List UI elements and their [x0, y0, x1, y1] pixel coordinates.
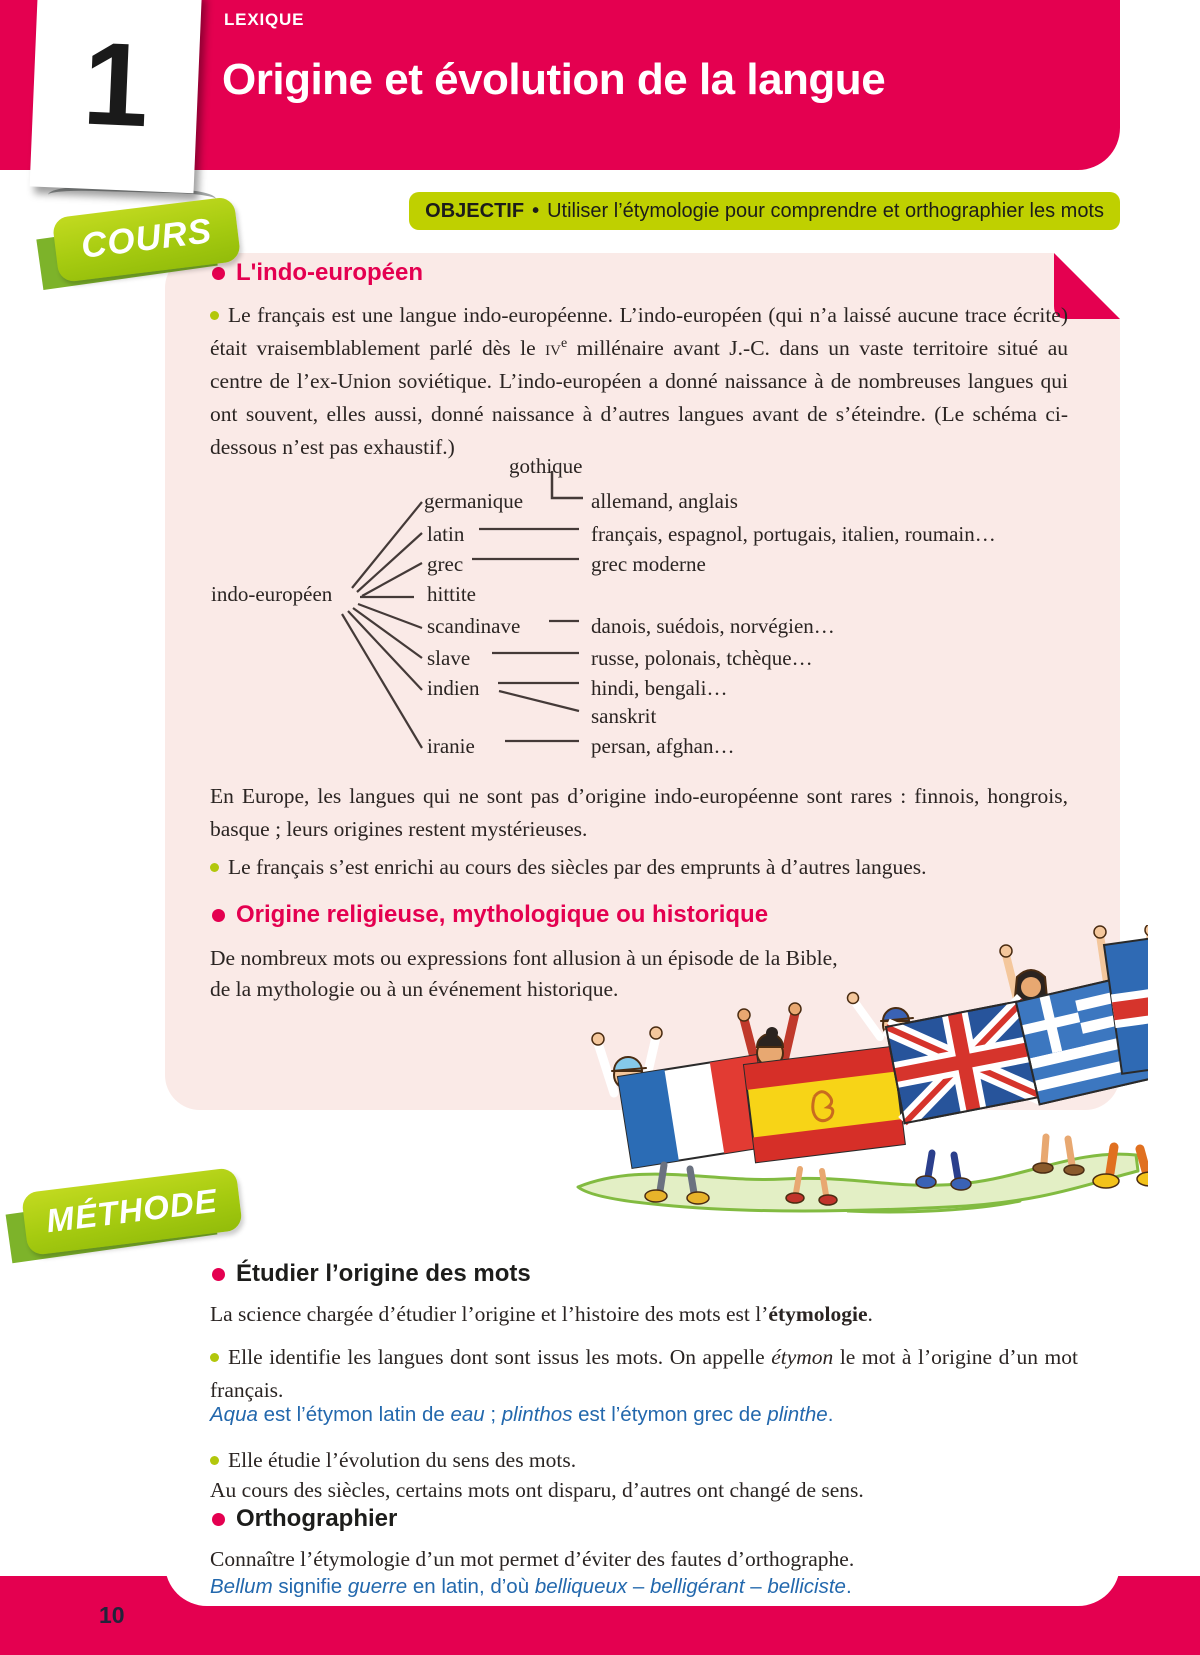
objective-banner [409, 192, 1120, 230]
list-bullet-icon [210, 1353, 219, 1362]
tree-branch-label: iranie [427, 734, 475, 758]
heading-bullet-icon [212, 1268, 225, 1281]
list-bullet-icon [210, 1456, 219, 1465]
tree-label-sanskrit: sanskrit [591, 704, 657, 728]
cours-badge-label: COURS [52, 196, 242, 283]
tree-branch-label: grec [427, 552, 464, 576]
tree-branch-label: hittite [427, 582, 476, 606]
tree-branch-descendants: danois, suédois, norvégien… [591, 614, 835, 638]
tree-branch-descendants: français, espagnol, portugais, italien, roumain… [591, 522, 996, 546]
bullet-paragraph: Elle identifie les langues dont sont issus les mots. On appelle étymon le mot à l’origine d’un mot français. [210, 1345, 1078, 1402]
body-line: Au cours des siècles, certains mots ont disparu, d’autres ont changé de sens. [210, 1478, 864, 1502]
tree-branch-descendants: allemand, anglais [591, 489, 738, 513]
tree-branch-label: scandinave [427, 614, 521, 638]
body-line: De nombreux mots ou expressions font allusion à un épisode de la Bible, [210, 946, 838, 970]
list-bullet-icon [210, 311, 219, 320]
intro-paragraph: Le français est une langue indo-européenne. L’indo-européen (qui n’a laissé aucune trace écrite) était vraisemblablement parlé dès le $iv^e$ millénaire avant J.-C. dans un vaste territoire situé au centre de l’ex-Union soviétique. L’indo-européen a donné naissance à de nombreuses langues qui ont souvent, elles aussi, donné naissance à d’autres langues avant de s’éteindre. (Le schéma ci-dessous n’est pas exhaustif.) [210, 303, 1068, 459]
section-heading-spelling: Orthographier [212, 1505, 397, 1534]
bullet-paragraph: Elle étudie l’évolution du sens des mots. [210, 1444, 1080, 1477]
tree-branch-label: latin [427, 522, 465, 546]
methode-badge [24, 1180, 240, 1243]
tree-label-gothique: gothique [509, 454, 583, 478]
methode-badge-label: MÉTHODE [21, 1167, 243, 1256]
cours-badge [55, 207, 238, 272]
note-paragraph: En Europe, les langues qui ne sont pas d’origine indo-européenne sont rares : finnois, hongrois, basque ; leurs origines restent mystérieuses. [210, 784, 1068, 841]
bullet-paragraph: Le français s’est enrichi au cours des siècles par des emprunts à d’autres langues. [210, 851, 1100, 884]
example-line: Aqua est l’étymon latin de eau ; plinthos est l’étymon grec de plinthe. [210, 1403, 834, 1426]
body-line: Connaître l’étymologie d’un mot permet d’éviter des fautes d’orthographe. [210, 1547, 855, 1571]
spain-flag [744, 1047, 905, 1163]
section-heading-religious-origin: Origine religieuse, mythologique ou historique [212, 901, 768, 930]
bullet-separator-icon: • [532, 200, 540, 222]
body-line: de la mythologie ou à un événement historique. [210, 977, 619, 1001]
list-bullet-icon [210, 863, 219, 872]
heading-bullet-icon [212, 1513, 225, 1526]
tree-branch-label: slave [427, 646, 471, 670]
page-category: LEXIQUE [224, 10, 305, 29]
chapter-number-tab [30, 0, 202, 193]
section-heading-study-origin: Étudier l’origine des mots [212, 1260, 531, 1289]
tree-root-label: indo-européen [211, 582, 333, 606]
tree-branch-descendants: russe, polonais, tchèque… [591, 646, 813, 670]
objective-label: OBJECTIF [425, 200, 525, 222]
chapter-number: 1 [80, 17, 152, 153]
tree-branch-descendants: grec moderne [591, 552, 706, 576]
heading-bullet-icon [212, 909, 225, 922]
tree-branch-label: germanique [424, 489, 524, 513]
page-title: Origine et évolution de la langue [222, 55, 886, 104]
tree-branch-descendants: hindi, bengali… [591, 676, 728, 700]
tree-branch-descendants: persan, afghan… [591, 734, 735, 758]
page-number: 10 [99, 1602, 125, 1628]
section-heading-indo-european: L'indo-européen [212, 259, 423, 288]
tree-branch-label: indien [427, 676, 480, 700]
body-line: La science chargée d’étudier l’origine et l’histoire des mots est l’étymologie. [210, 1302, 873, 1326]
objective-text: Utiliser l’étymologie pour comprendre et orthographier les mots [547, 200, 1104, 222]
example-line: Bellum signifie guerre en latin, d’où belliqueux – belligérant – belliciste. [210, 1575, 852, 1598]
